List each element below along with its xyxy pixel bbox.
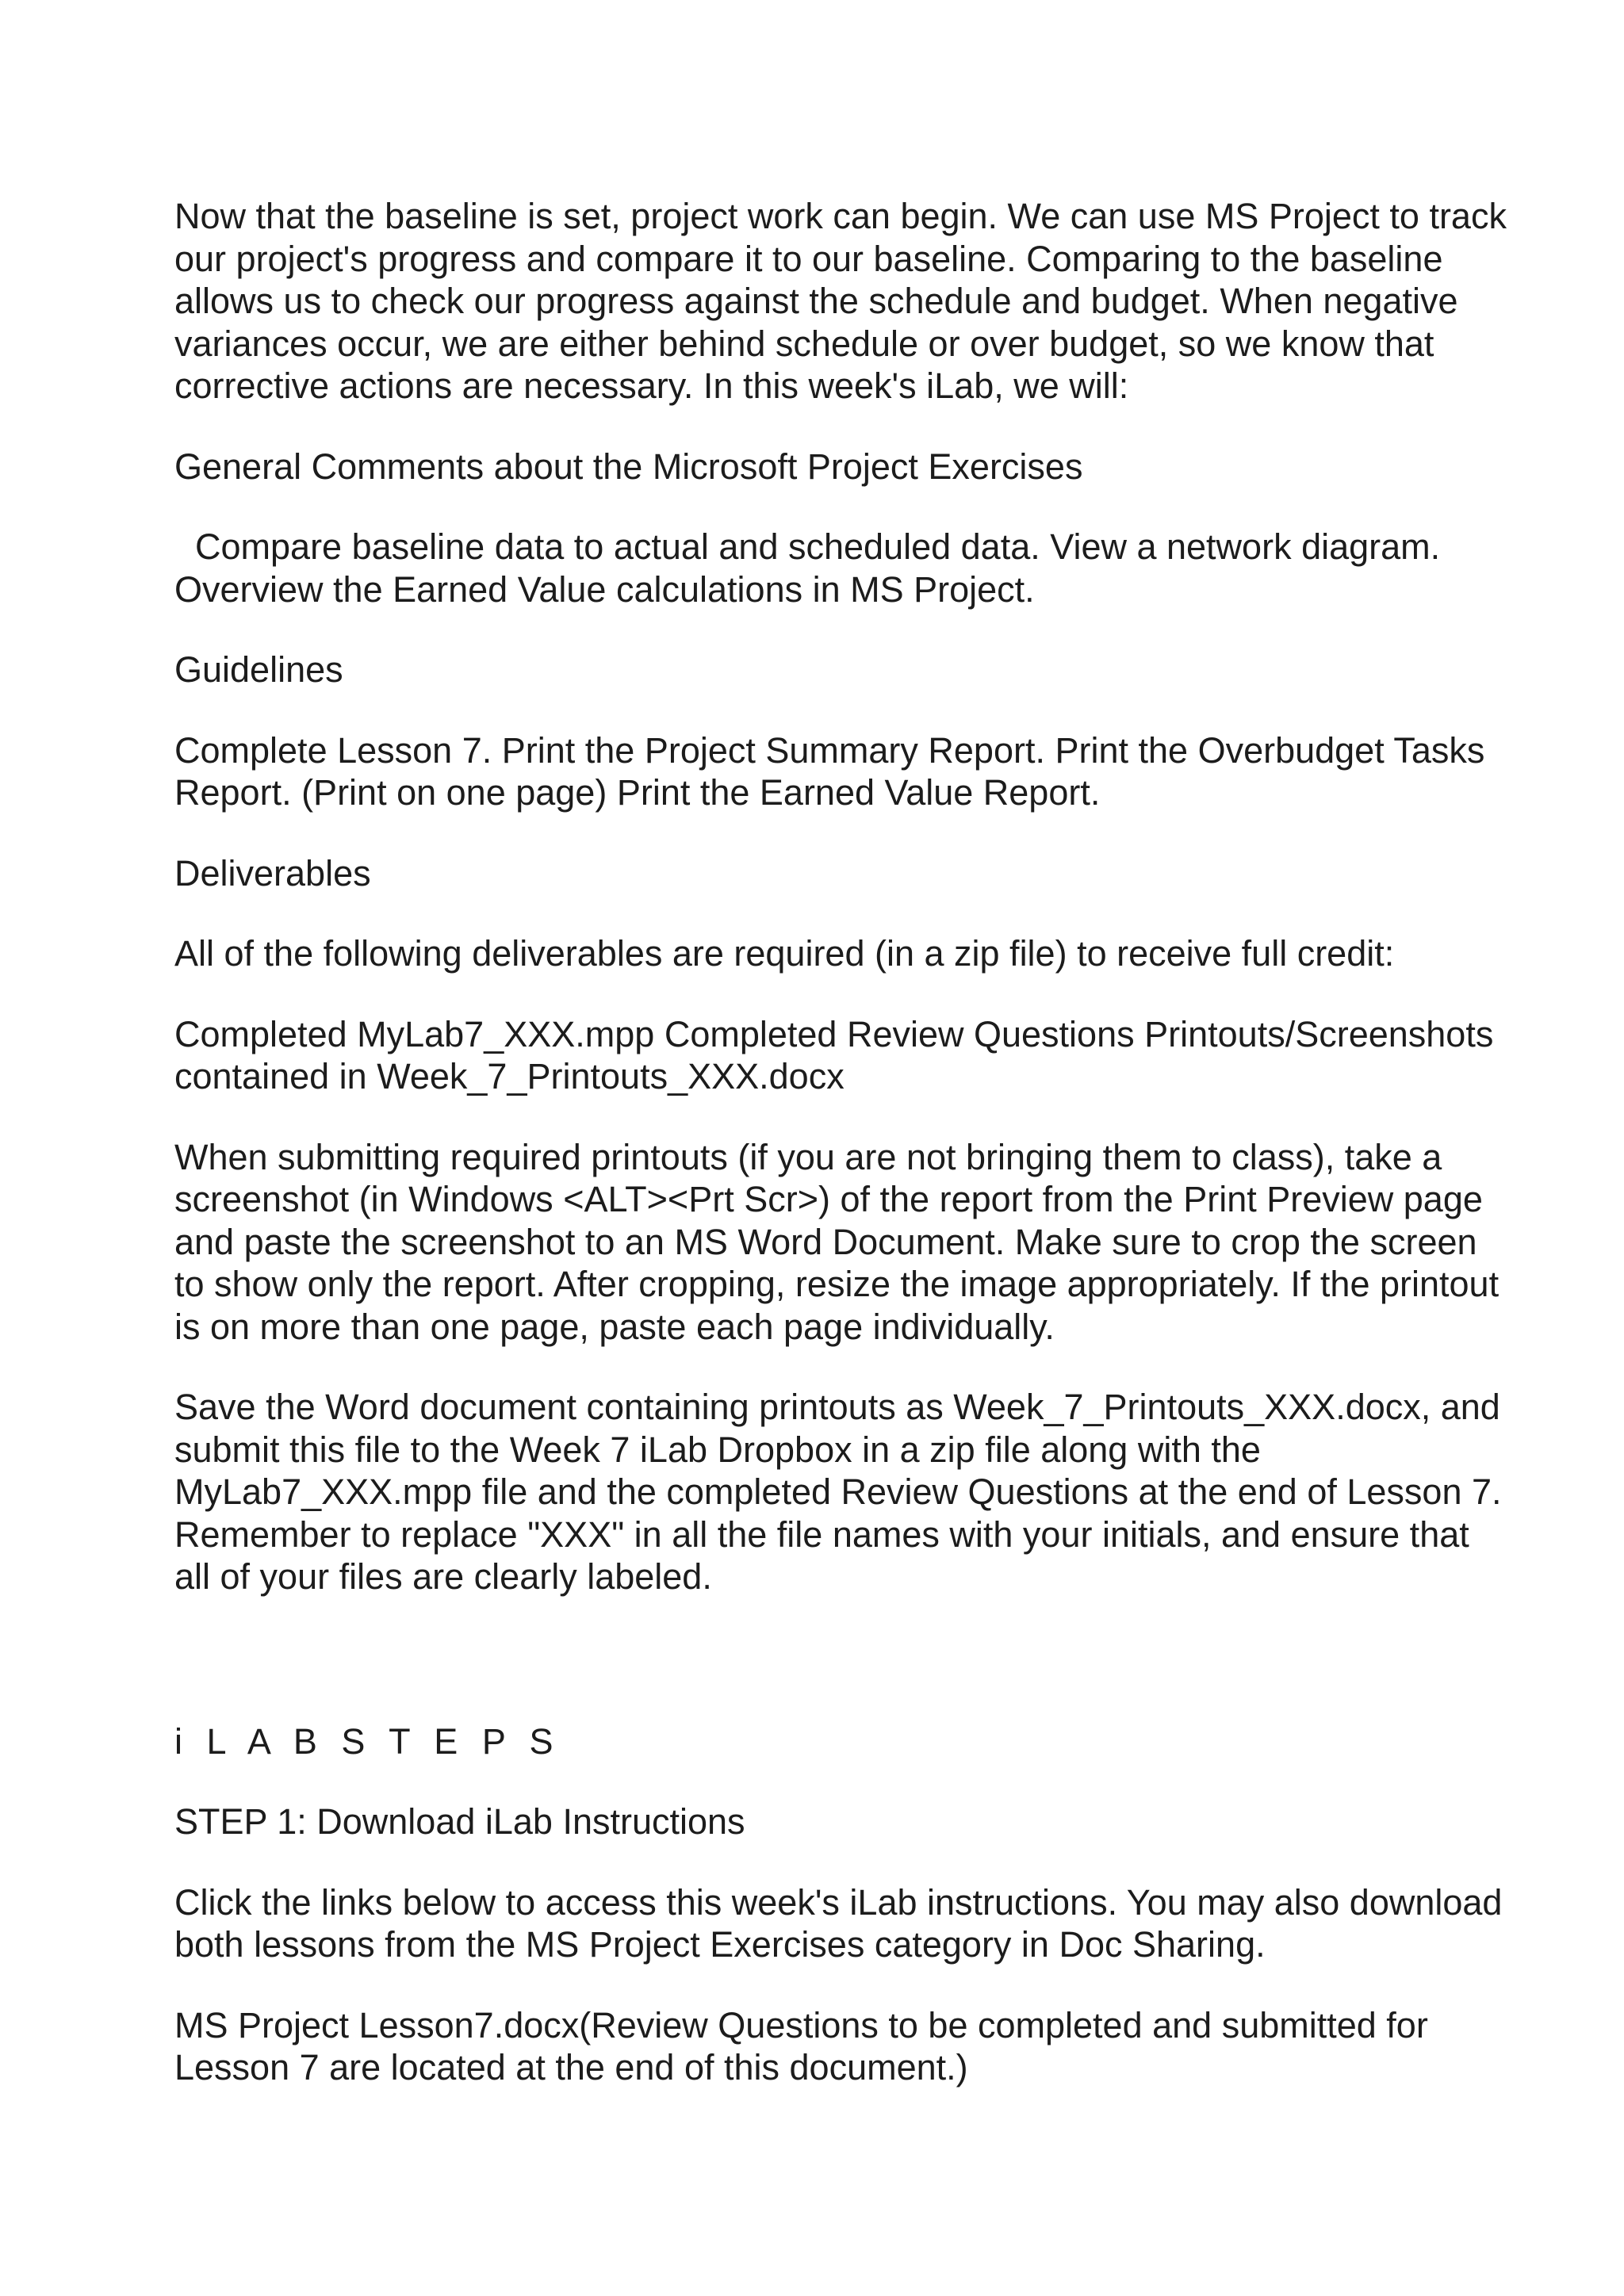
section-spacer [174, 1636, 1513, 1720]
intro-paragraph: Now that the baseline is set, project work can begin. We can use MS Project to track our project's progress and compare it to our baseline. Comparing to the baseline allows us to check our progress against the schedule and budget. When negative variances occur, we are either behind schedule or over budget, so we know that corrective actions are necessary. In this week's iLab, we will: [174, 196, 1507, 406]
deliverables-intro: All of the following deliverables are required (in a zip file) to receive full credit: [174, 933, 1395, 974]
general-comments-heading: General Comments about the Microsoft Project Exercises [174, 446, 1083, 487]
step-1-heading: STEP 1: Download iLab Instructions [174, 1801, 745, 1842]
submission-instructions: Save the Word document containing printouts as Week_7_Printouts_XXX.docx, and submit this file to the Week 7 iLab Dropbox in a zip file along with the MyLab7_XXX.mpp file and the completed Review Questions at the end of Lesson 7. Remember to replace "XXX" in all the file names with your initials, and ensure that all of your files are clearly labeled. [174, 1387, 1502, 1597]
lesson-7-document-note: MS Project Lesson7.docx(Review Questions to be completed and submitted for Lesson 7 are located at the end of this document.) [174, 2004, 1428, 2087]
objectives-paragraph: Compare baseline data to actual and scheduled data. View a network diagram. Overview the Earned Value calculations in MS Project. [174, 526, 1441, 610]
guidelines-heading: Guidelines [174, 649, 343, 690]
guidelines-paragraph: Complete Lesson 7. Print the Project Summary Report. Print the Overbudget Tasks Report. (Print on one page) Print the Earned Value Report. [174, 729, 1485, 813]
printouts-instructions: When submitting required printouts (if you are not bringing them to class), take a screenshot (in Windows <ALT><Prt Scr>) of the report from the Print Preview page and paste the screenshot to an MS Word Document. Make sure to crop the screen to show only the report. After cropping, resize the image appropriately. If the printout is on more than one page, paste each page individually. [174, 1136, 1500, 1347]
step-1-paragraph: Click the links below to access this week's iLab instructions. You may also download both lessons from the MS Project Exercises category in Doc Sharing. [174, 1881, 1503, 1965]
deliverables-heading: Deliverables [174, 852, 371, 894]
deliverables-list: Completed MyLab7_XXX.mpp Completed Review Questions Printouts/Screenshots contained in Week_7_Printouts_XXX.docx [174, 1013, 1494, 1096]
ilab-steps-heading: i L A B S T E P S [174, 1720, 561, 1762]
